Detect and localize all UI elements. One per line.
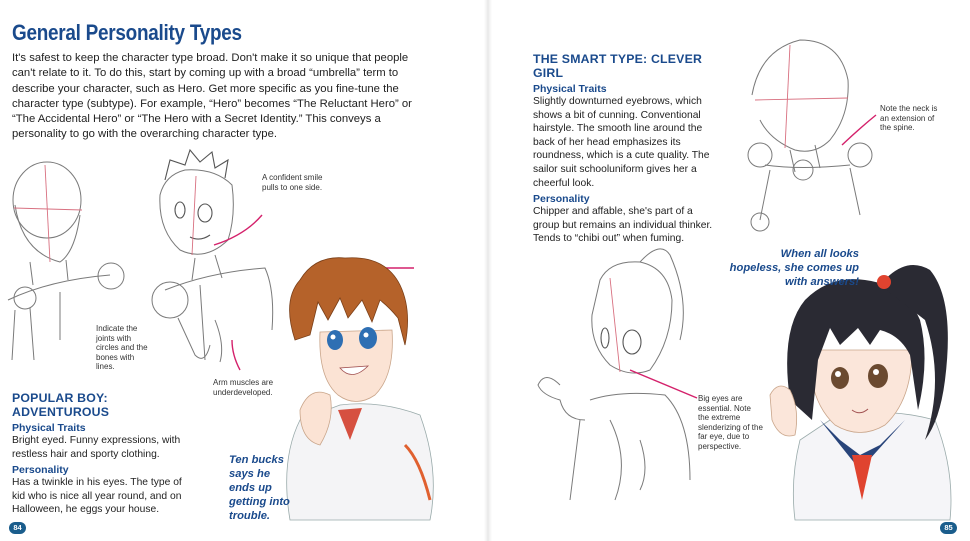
muscle-arrow <box>232 340 240 370</box>
page-number-right: 85 <box>940 522 957 534</box>
page-title: General Personality Types <box>12 20 242 45</box>
smile-arrow <box>214 215 262 245</box>
caption-boy: Ten bucks says he ends up getting into trouble. <box>229 454 290 522</box>
section-clever-girl <box>533 52 713 246</box>
note-muscles: Arm muscles are underdeveloped. <box>213 378 274 397</box>
note-smile: A confident smile pulls to one side. <box>262 173 323 192</box>
page-number-left: 84 <box>9 522 26 534</box>
note-neck: Note the neck is an extension of the spine. <box>880 104 938 132</box>
physical-traits-text: Slightly downturned eyebrows, which shows a bit of cunning. Conventional hairstyle. The smooth line around the back of her head emphasizes its roundness, which is a cute quality. The sailor suit schooluniform gives her a cheerful look. <box>533 96 710 189</box>
intro-paragraph: It's safest to keep the character type broad. Don't make it so unique that people can't relate to it. To do this, start by coming up with a broad “umbrella” term to describe your character, such as Hero. Get more specific as you fine-tune the character type (subtype). For example, “Hero” becomes “The Reluctant Hero” or “The Accidental Hero” or “The Hero with a Secret Identity.” This conveys a personality to go with the overarching character type. <box>12 52 412 141</box>
section-heading: THE SMART TYPE: CLEVER GIRL <box>533 52 703 80</box>
personality-label: Personality <box>533 193 590 206</box>
girl-front-sketch <box>748 40 872 231</box>
section-heading: POPULAR BOY: ADVENTUROUS <box>12 391 110 419</box>
physical-traits-label: Physical Traits <box>533 83 607 95</box>
personality-text: Chipper and affable, she's part of a group but remains an individual thinker. Tends to “chibi out” when fuming. <box>533 206 713 245</box>
note-eyes: Big eyes are essential. Note the extreme slenderizing of the far eye, due to perspective. <box>698 394 763 451</box>
boy-color-illustration <box>287 258 434 520</box>
personality-label: Personality <box>12 464 69 477</box>
personality-text: Has a twinkle in his eyes. The type of kid who is nice all year round, and on Halloween, he eggs your house. <box>12 477 182 516</box>
girl-threequarter-sketch <box>538 249 690 500</box>
physical-traits-label: Physical Traits <box>12 422 86 434</box>
girl-color-illustration <box>770 265 951 520</box>
note-joints: Indicate the joints with circles and the bones with lines. <box>96 324 148 371</box>
physical-traits-text: Bright eyed. Funny expressions, with restless hair and sporty clothing. <box>12 435 181 460</box>
section-popular-boy <box>12 391 190 517</box>
boy-threequarter-sketch <box>152 150 273 362</box>
caption-girl: When all looks hopeless, she comes up with answers! <box>729 248 859 288</box>
neck-arrow <box>842 115 876 145</box>
